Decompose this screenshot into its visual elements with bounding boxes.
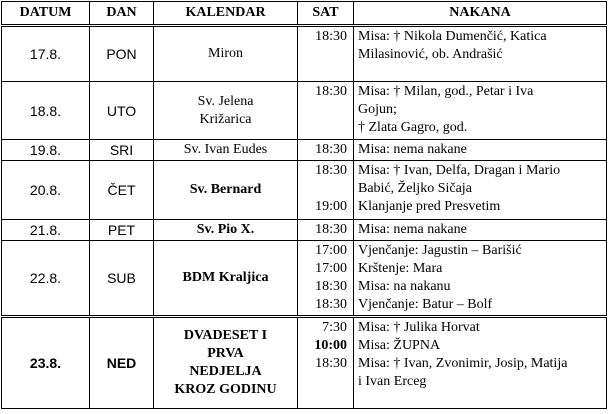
intent-line: Milasinović, ob. Andrašić [358,47,503,62]
intent-line: Vjenčanje: Batur – Bolf [358,297,493,312]
time-cell [298,317,354,409]
intent-cell [354,317,607,409]
time-cell [298,241,354,317]
time-line: 19:00 [315,199,347,214]
time-line: 18:30 [315,356,347,371]
intent-cell [354,140,607,161]
time-line: 18:30 [315,163,347,178]
time-line: 17:00 [315,243,347,258]
time-line: 18:30 [315,29,347,44]
day-cell: PON [90,26,154,82]
calendar-line: Miron [208,46,243,61]
intent-line: Babić, Željko Sičaja [358,181,472,196]
calendar-cell [154,317,298,409]
time-line [300,180,347,198]
table-row [2,26,607,82]
time-line: 7:30 [322,320,347,335]
calendar-line: BDM Kraljica [182,270,269,285]
calendar-cell [154,82,298,140]
calendar-cell [154,26,298,82]
table-row [2,161,607,220]
calendar-cell [154,220,298,241]
header-intent: NAKANA [354,2,607,26]
day-cell: UTO [90,82,154,140]
date-cell: 19.8. [2,140,90,161]
time-line: 18:30 [315,84,347,99]
header-calendar: KALENDAR [154,2,298,26]
calendar-line: Sv. Pio X. [196,222,255,237]
time-cell [298,140,354,161]
intent-cell [354,26,607,82]
time-cell [298,220,354,241]
table-row [2,140,607,161]
date-cell: 22.8. [2,241,90,317]
calendar-line: Sv. Bernard [189,182,262,197]
calendar-cell [154,161,298,220]
table-row [2,82,607,140]
intent-cell [354,220,607,241]
intent-line: Misa: † Julika Horvat [358,320,480,335]
time-cell [298,82,354,140]
table-row [2,220,607,241]
calendar-line: Sv. Jelena [197,93,254,109]
calendar-cell [154,241,298,317]
intent-line: Misa: nema nakane [358,142,467,157]
date-cell: 17.8. [2,26,90,82]
time-line: 10:00 [314,338,347,353]
time-line: 18:30 [315,279,347,294]
calendar-line: Križarica [199,111,252,127]
header-row [2,2,607,26]
date-cell: 20.8. [2,161,90,220]
intent-line: Klanjanje pred Presvetim [358,199,501,214]
header-date: DATUM [2,2,90,26]
intent-line: Gojun; [358,102,397,117]
date-cell: 18.8. [2,82,90,140]
day-cell: ČET [90,161,154,220]
date-cell: 21.8. [2,220,90,241]
time-cell [298,161,354,220]
day-cell: NED [90,317,154,409]
intent-cell [354,241,607,317]
table-row [2,241,607,317]
intent-line: Misa: ŽUPNA [358,338,441,353]
intent-line: Misa: † Nikola Dumenčić, Katica [358,29,547,44]
header-day: DAN [90,2,154,26]
time-line: 18:30 [315,297,347,312]
header-time: SAT [298,2,354,26]
intent-line: Misa: † Milan, god., Petar i Iva [358,84,534,99]
time-cell [298,26,354,82]
time-line: 18:30 [315,142,347,157]
day-cell: SRI [90,140,154,161]
calendar-cell [154,140,298,161]
time-line: 17:00 [315,261,347,276]
mass-schedule-table [1,1,607,409]
calendar-line: KROZ GODINU [174,382,277,397]
intent-line: Misa: † Ivan, Delfa, Dragan i Mario [358,163,561,178]
time-line: 18:30 [315,222,347,237]
intent-line: Krštenje: Mara [358,261,443,276]
intent-line: Misa: † Ivan, Zvonimir, Josip, Matija [358,356,568,371]
calendar-line: Sv. Ivan Eudes [183,142,268,157]
date-cell: 23.8. [2,317,90,409]
calendar-line: NEDJELJA [189,364,262,379]
day-cell: SUB [90,241,154,317]
calendar-line: PRVA [207,346,244,361]
intent-line: Misa: na nakanu [358,279,451,294]
intent-line: i Ivan Erceg [358,374,427,389]
intent-line: † Zlata Gagro, god. [358,120,468,135]
intent-cell [354,161,607,220]
intent-line: Vjenčanje: Jagustin – Barišić [358,243,522,258]
intent-cell [354,82,607,140]
intent-line: Misa: nema nakane [358,222,467,237]
day-cell: PET [90,220,154,241]
table-row [2,317,607,409]
calendar-line: DVADESET I [183,328,268,343]
